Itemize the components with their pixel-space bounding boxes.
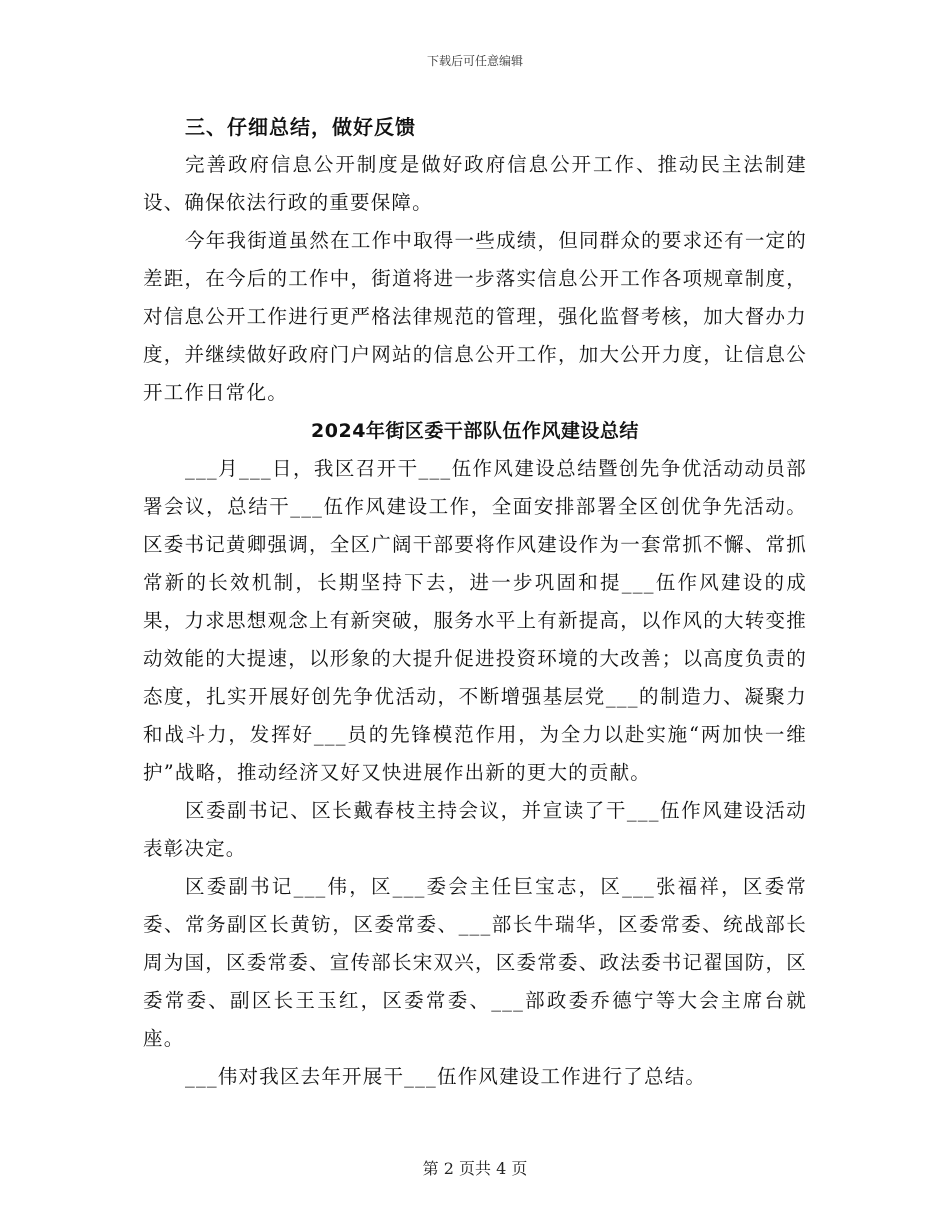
- document-body: [143, 112, 807, 1096]
- article-paragraph-2: 区委副书记、区长戴春枝主持会议，并宣读了干___伍作风建设活动表彰决定。: [143, 799, 807, 860]
- section-paragraph-2: 今年我街道虽然在工作中取得一些成绩，但同群众的要求还有一定的差距，在今后的工作中，街道将进一步落实信息公开工作各项规章制度，对信息公开工作进行更严格法律规范的管理，强化监督考核，加大督办力度，并继续做好政府门户网站的信息公开工作，加大公开力度，让信息公开工作日常化。: [143, 229, 807, 404]
- section-paragraph-1: 完善政府信息公开制度是做好政府信息公开工作、推动民主法制建设、确保依法行政的重要保障。: [143, 153, 807, 214]
- page-header: 下载后可任意编辑: [426, 54, 523, 68]
- page-number: 第 2 页共 4 页: [422, 1159, 528, 1178]
- article-title: 2024年街区委干部队伍作风建设总结: [311, 420, 639, 442]
- article-paragraph-3: 区委副书记___伟，区___委会主任巨宝志，区___张福祥，区委常委、常务副区长黄钫，区委常委、___部长牛瑞华，区委常委、统战部长周为国，区委常委、宣传部长宋双兴，区委常委、政法委书记翟国防，区委常委、副区长王玉红，区委常委、___部政委乔德宁等大会主席台就座。: [143, 875, 807, 1050]
- section-heading: 三、仔细总结，做好反馈: [185, 115, 416, 139]
- article-paragraph-4: ___伟对我区去年开展干___伍作风建设工作进行了总结。: [185, 1065, 707, 1088]
- article-paragraph-1: ___月___日，我区召开干___伍作风建设总结暨创先争优活动动员部署会议，总结干___伍作风建设工作，全面安排部署全区创优争先活动。区委书记黄卿强调，全区广阔干部要将作风建设作为一套常抓不懈、常抓常新的长效机制，长期坚持下去，进一步巩固和提___伍作风建设的成果，力求思想观念上有新突破，服务水平上有新提高，以作风的大转变推动效能的大提速，以形象的大提升促进投资环境的大改善；以高度负责的态度，扎实开展好创先争优活动，不断增强基层党___的制造力、凝聚力和战斗力，发挥好___员的先锋模范作用，为全力以赴实施“两加快一维护”战略，推动经济又好又快进展作出新的更大的贡献。: [143, 457, 807, 784]
